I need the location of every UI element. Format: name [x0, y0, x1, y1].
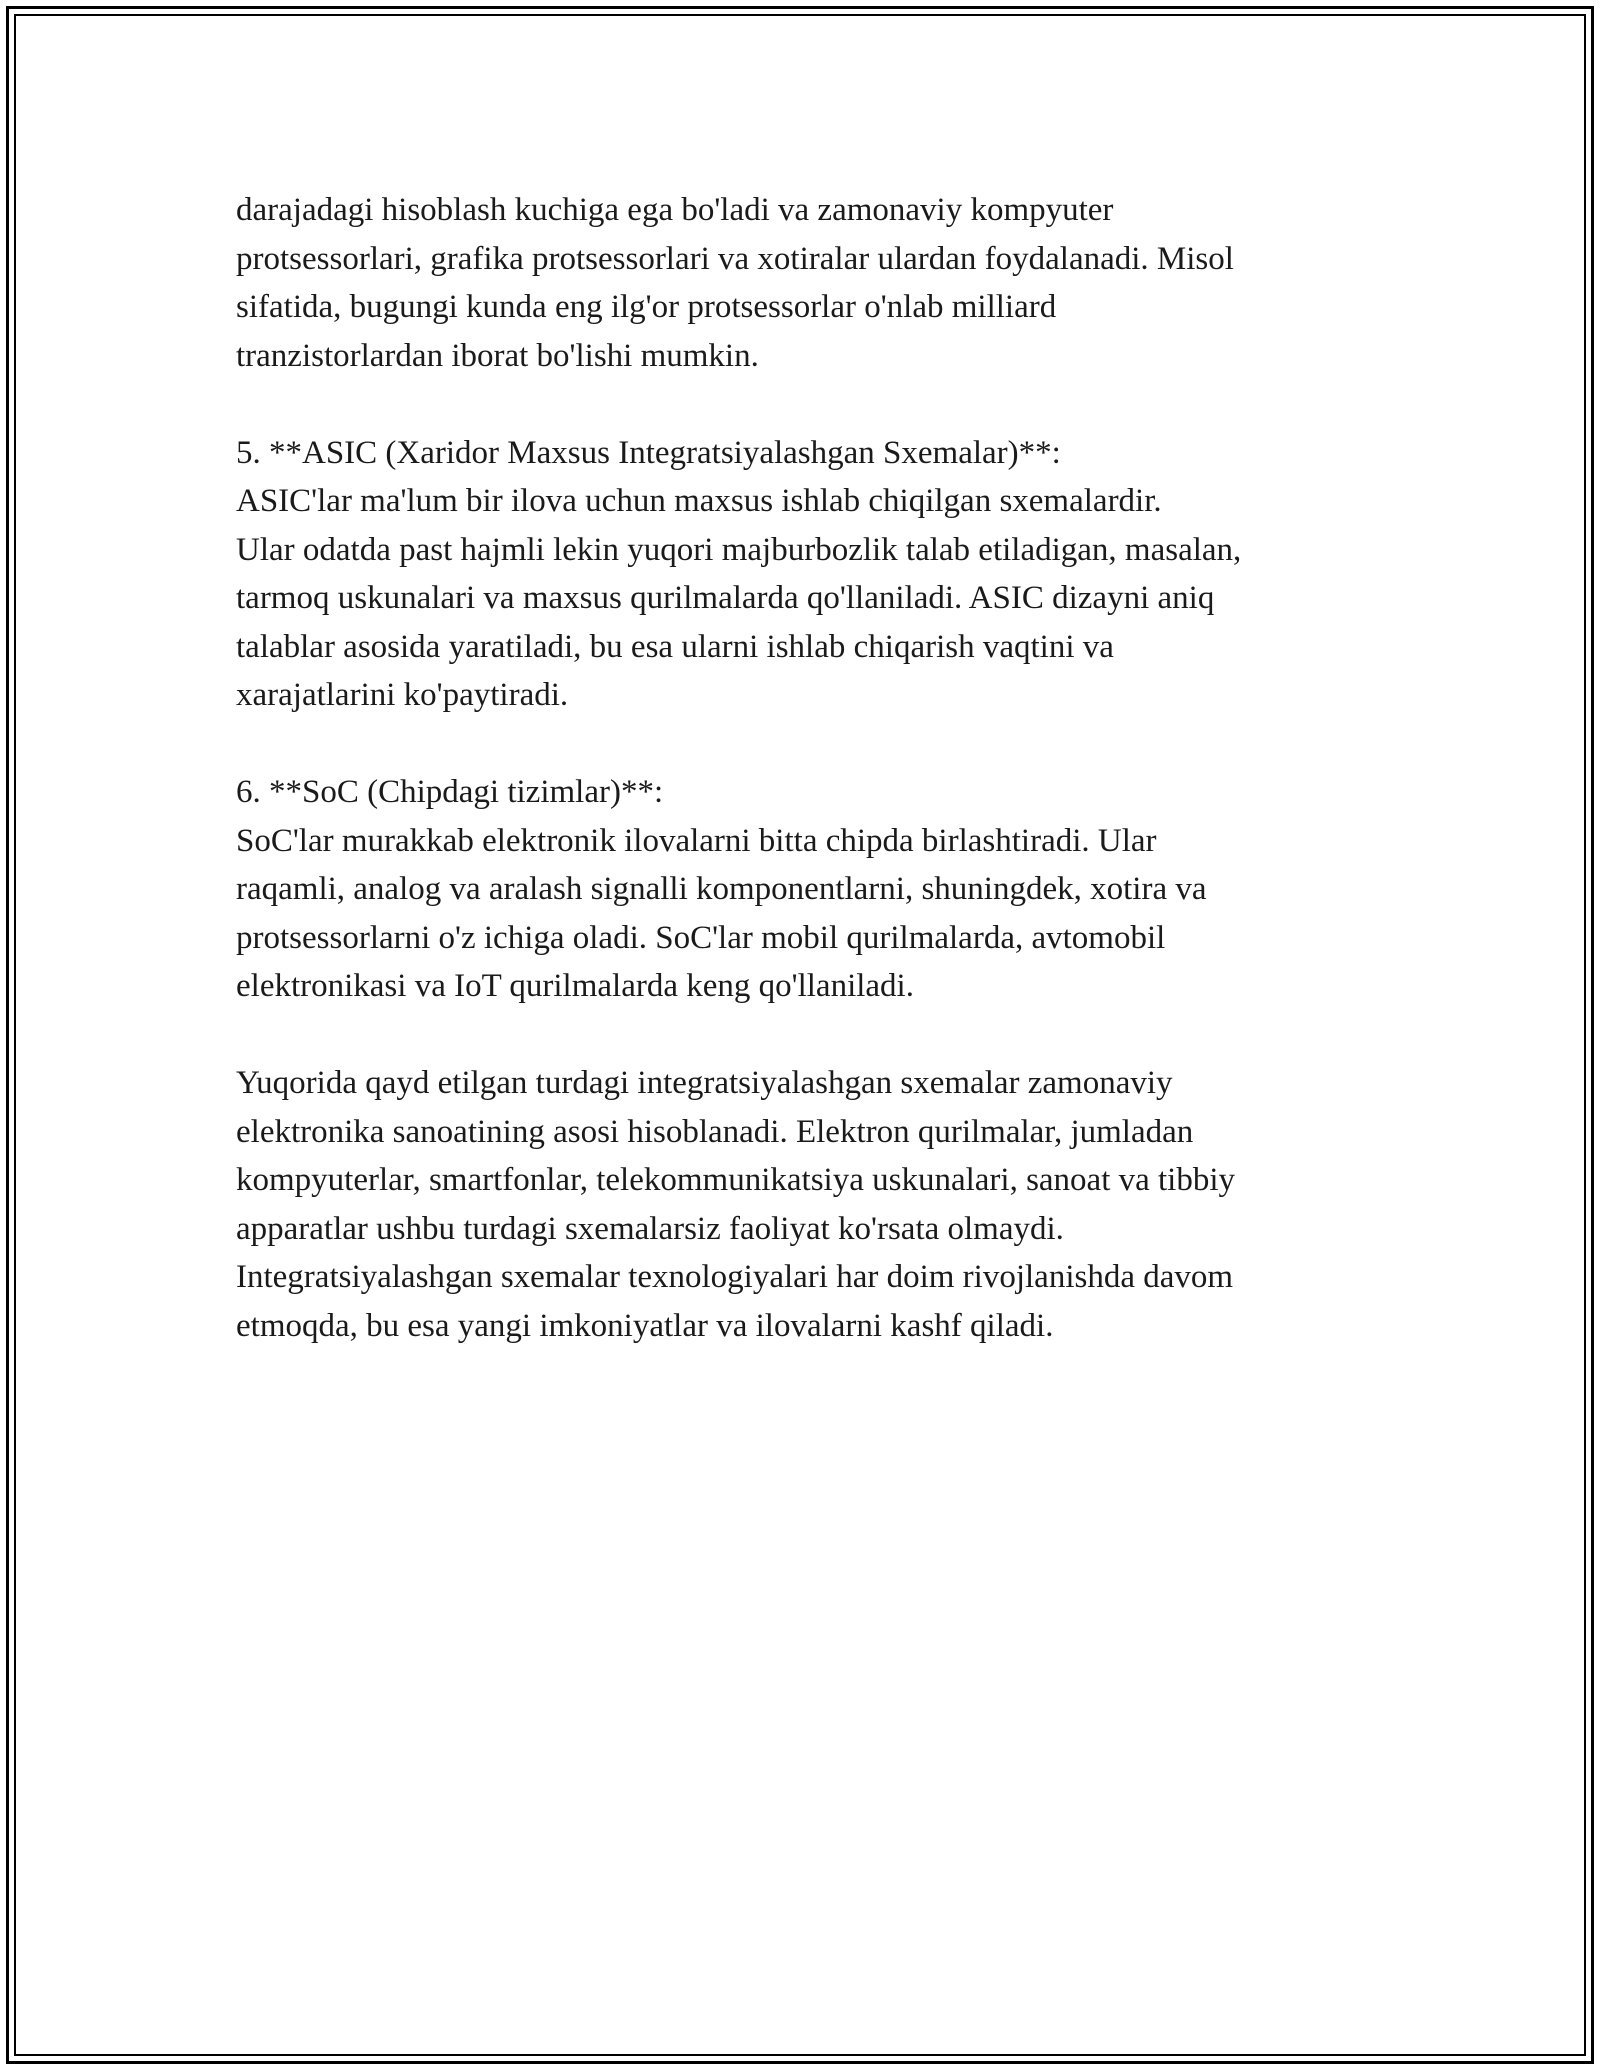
paragraph-processors-continuation: darajadagi hisoblash kuchiga ega bo'ladi va zamonaviy kompyuter protsessorlari, grafika protsessorlari va xotiralar ulardan foydalanadi. Misol sifatida, bugungi kunda eng ilg'or protsessorlar o'nlab milliard tranzistorlardan iborat bo'lishi mumkin.	[236, 192, 1234, 374]
document-body	[236, 186, 1376, 1350]
paragraph-asic: 5. **ASIC (Xaridor Maxsus Integratsiyalashgan Sxemalar)**: ASIC'lar ma'lum bir ilova uchun maxsus ishlab chiqilgan sxemalardir. Ular odatda past hajmli lekin yuqori majburbozlik talab etiladigan, masalan, tarmoq uskunalari va maxsus qurilmalarda qo'llaniladi. ASIC dizayni aniq talablar asosida yaratiladi, bu esa ularni ishlab chiqarish vaqtini va xarajatlarini ko'paytiradi.	[236, 434, 1242, 713]
paragraph-soc: 6. **SoC (Chipdagi tizimlar)**: SoC'lar murakkab elektronik ilovalarni bitta chipda birlashtiradi. Ular raqamli, analog va aralash signalli komponentlarni, shuningdek, xotira va protsessorlarni o'z ichiga oladi. SoC'lar mobil qurilmalarda, avtomobil elektronikasi va IoT qurilmalarda keng qo'llaniladi.	[236, 774, 1207, 1004]
paragraph-conclusion: Yuqorida qayd etilgan turdagi integratsiyalashgan sxemalar zamonaviy elektronika sanoatining asosi hisoblanadi. Elektron qurilmalar, jumladan kompyuterlar, smartfonlar, telekommunikatsiya uskunalari, sanoat va tibbiy apparatlar ushbu turdagi sxemalarsiz faoliyat ko'rsata olmaydi. Integratsiyalashgan sxemalar texnologiyalari har doim rivojlanishda davom etmoqda, bu esa yangi imkoniyatlar va ilovalarni kashf qiladi.	[236, 1065, 1236, 1344]
paragraph-gap	[236, 1011, 1376, 1060]
paragraph-gap	[236, 380, 1376, 429]
paragraph-gap	[236, 720, 1376, 769]
